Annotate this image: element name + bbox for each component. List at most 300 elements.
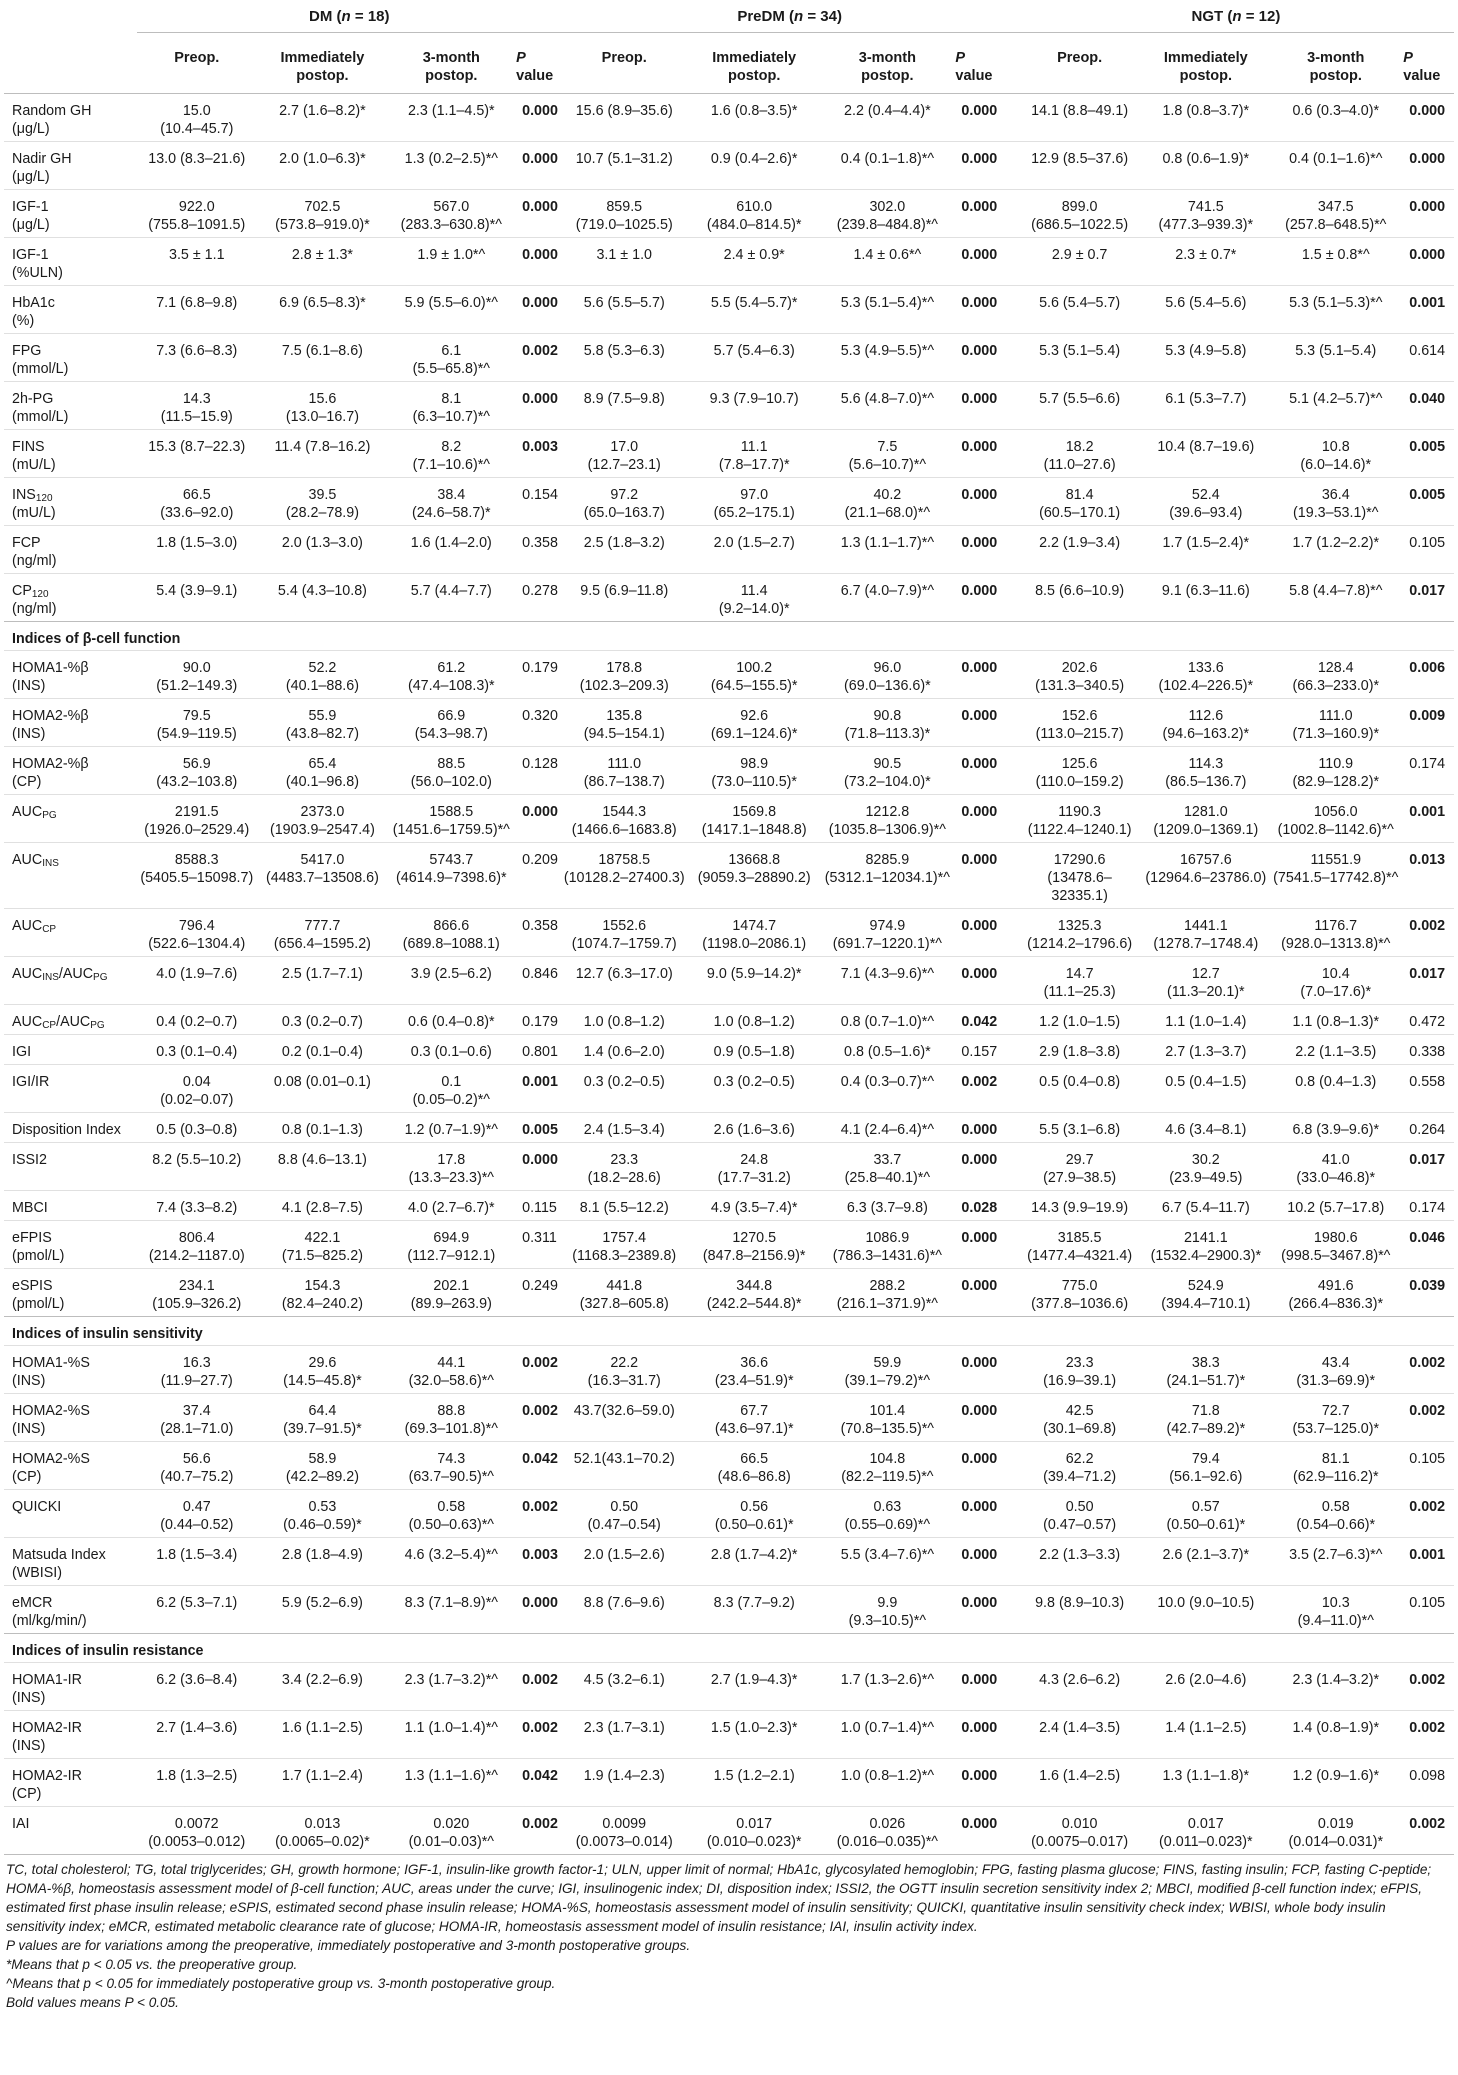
p-value-cell: 0.000 (953, 1490, 1017, 1538)
p-value-cell: 0.000 (953, 651, 1017, 699)
table-row (4, 1394, 1454, 1442)
group-header-predm: PreDM (n = 34) (561, 0, 1017, 33)
p-value-cell: 0.042 (514, 1759, 561, 1807)
p-value-cell: 0.002 (1401, 1663, 1454, 1711)
table-cell: 12.7 (11.3–20.1)* (1141, 957, 1270, 1005)
p-value-cell: 0.046 (1401, 1221, 1454, 1269)
table-cell: 8.1 (6.3–10.7)*^ (388, 382, 514, 430)
table-cell: 30.2 (23.9–49.5) (1141, 1143, 1270, 1191)
p-value-cell: 0.128 (514, 747, 561, 795)
table-cell: 441.8 (327.8–605.8) (561, 1269, 687, 1317)
p-value-cell: 0.002 (514, 334, 561, 382)
p-value-cell: 0.009 (1401, 699, 1454, 747)
table-cell: 0.4 (0.3–0.7)*^ (821, 1065, 953, 1113)
p-value-cell: 0.002 (1401, 1346, 1454, 1394)
section-header-row (4, 1634, 1454, 1663)
table-cell: 9.0 (5.9–14.2)* (687, 957, 821, 1005)
table-cell: 1.5 ± 0.8*^ (1270, 238, 1401, 286)
table-row (4, 94, 1454, 142)
row-label: $AUC_{INS}$ (4, 843, 137, 909)
table-cell: 859.5 (719.0–1025.5) (561, 190, 687, 238)
p-value-cell: 0.000 (514, 286, 561, 334)
table-cell: 52.2 (40.1–88.6) (256, 651, 388, 699)
table-row (4, 1143, 1454, 1191)
table-cell: 88.5 (56.0–102.0) (388, 747, 514, 795)
table-cell: 2.3 (1.7–3.2)*^ (388, 1663, 514, 1711)
table-cell: 2.5 (1.7–7.1) (256, 957, 388, 1005)
table-cell: 71.8 (42.7–89.2)* (1141, 1394, 1270, 1442)
table-cell: 81.4 (60.5–170.1) (1018, 478, 1142, 526)
table-cell: 7.1 (4.3–9.6)*^ (821, 957, 953, 1005)
table-cell: 524.9 (394.4–710.1) (1141, 1269, 1270, 1317)
table-cell: 101.4 (70.8–135.5)*^ (821, 1394, 953, 1442)
table-cell: 1.1 (1.0–1.4)*^ (388, 1711, 514, 1759)
group-header-row (4, 0, 1454, 33)
p-value-cell: 0.000 (1401, 190, 1454, 238)
p-value-cell: 0.003 (514, 430, 561, 478)
table-cell: 1.3 (0.2–2.5)*^ (388, 142, 514, 190)
table-cell: 13.0 (8.3–21.6) (137, 142, 256, 190)
table-cell: 24.8 (17.7–31.2) (687, 1143, 821, 1191)
p-value-cell: 0.174 (1401, 1191, 1454, 1221)
table-cell: 5.1 (4.2–5.7)*^ (1270, 382, 1401, 430)
section-header-row (4, 1317, 1454, 1346)
p-value-cell: 0.017 (1401, 1143, 1454, 1191)
p-value-cell: 0.105 (1401, 1586, 1454, 1634)
table-cell: 5.3 (4.9–5.8) (1141, 334, 1270, 382)
table-cell: 29.6 (14.5–45.8)* (256, 1346, 388, 1394)
table-cell: 0.4 (0.1–1.8)*^ (821, 142, 953, 190)
table-cell: 22.2 (16.3–31.7) (561, 1346, 687, 1394)
p-value-cell: 0.002 (514, 1346, 561, 1394)
table-cell: 15.6 (13.0–16.7) (256, 382, 388, 430)
p-value-cell: 0.000 (1401, 238, 1454, 286)
row-label: HbA1c (%) (4, 286, 137, 334)
table-cell: 0.0072 (0.0053–0.012) (137, 1807, 256, 1855)
table-cell: 2.2 (1.3–3.3) (1018, 1538, 1142, 1586)
table-cell: 234.1 (105.9–326.2) (137, 1269, 256, 1317)
table-cell: 1.6 (1.4–2.0) (388, 526, 514, 574)
table-row (4, 1269, 1454, 1317)
table-cell: 2.0 (1.3–3.0) (256, 526, 388, 574)
table-cell: 1.3 (1.1–1.8)* (1141, 1759, 1270, 1807)
table-cell: 0.3 (0.2–0.5) (687, 1065, 821, 1113)
row-label: HOMA1-%S (INS) (4, 1346, 137, 1394)
table-cell: 0.2 (0.1–0.4) (256, 1035, 388, 1065)
row-label: IGF-1 (μg/L) (4, 190, 137, 238)
row-label: IGI (4, 1035, 137, 1065)
table-cell: 288.2 (216.1–371.9)*^ (821, 1269, 953, 1317)
table-cell: 104.8 (82.2–119.5)*^ (821, 1442, 953, 1490)
row-label: HOMA2-%β (INS) (4, 699, 137, 747)
table-cell: 1.4 (1.1–2.5) (1141, 1711, 1270, 1759)
table-cell: 9.3 (7.9–10.7) (687, 382, 821, 430)
p-value-cell: 0.006 (1401, 651, 1454, 699)
table-cell: 9.9 (9.3–10.5)*^ (821, 1586, 953, 1634)
table-cell: 13668.8 (9059.3–28890.2) (687, 843, 821, 909)
table-cell: 2.5 (1.8–3.2) (561, 526, 687, 574)
table-cell: 0.56 (0.50–0.61)* (687, 1490, 821, 1538)
table-footnotes (6, 1860, 1446, 2012)
table-cell: 2141.1 (1532.4–2900.3)* (1141, 1221, 1270, 1269)
footnote-star: *Means that p < 0.05 vs. the preoperative group. (6, 1957, 298, 1972)
table-cell: 11.1 (7.8–17.7)* (687, 430, 821, 478)
row-label: HOMA2-IR (CP) (4, 1759, 137, 1807)
table-cell: 111.0 (71.3–160.9)* (1270, 699, 1401, 747)
table-cell: 10.4 (8.7–19.6) (1141, 430, 1270, 478)
row-label: eSPIS (pmol/L) (4, 1269, 137, 1317)
table-cell: 0.5 (0.4–1.5) (1141, 1065, 1270, 1113)
table-cell: 1.6 (1.1–2.5) (256, 1711, 388, 1759)
p-value-cell: 0.000 (953, 526, 1017, 574)
table-cell: 152.6 (113.0–215.7) (1018, 699, 1142, 747)
table-cell: 1.3 (1.1–1.7)*^ (821, 526, 953, 574)
table-cell: 0.04 (0.02–0.07) (137, 1065, 256, 1113)
table-cell: 128.4 (66.3–233.0)* (1270, 651, 1401, 699)
table-cell: 6.1 (5.5–65.8)*^ (388, 334, 514, 382)
p-value-cell: 0.000 (514, 1143, 561, 1191)
row-label: $INS_{120}$ (mU/L) (4, 478, 137, 526)
table-cell: 4.5 (3.2–6.1) (561, 1663, 687, 1711)
table-cell: 0.0099 (0.0073–0.014) (561, 1807, 687, 1855)
table-cell: 79.4 (56.1–92.6) (1141, 1442, 1270, 1490)
table-cell: 5.3 (4.9–5.5)*^ (821, 334, 953, 382)
p-value-cell: 0.000 (953, 574, 1017, 622)
table-cell: 81.1 (62.9–116.2)* (1270, 1442, 1401, 1490)
row-label: IAI (4, 1807, 137, 1855)
p-value-cell: 0.000 (953, 1711, 1017, 1759)
p-value-cell: 0.000 (953, 382, 1017, 430)
footnote-bold: Bold values means P < 0.05. (6, 1995, 179, 2010)
table-cell: 5.9 (5.2–6.9) (256, 1586, 388, 1634)
row-label: HOMA2-%S (INS) (4, 1394, 137, 1442)
table-cell: 4.6 (3.2–5.4)*^ (388, 1538, 514, 1586)
table-cell: 2.6 (2.1–3.7)* (1141, 1538, 1270, 1586)
row-label: HOMA1-IR (INS) (4, 1663, 137, 1711)
p-value-cell: 0.000 (953, 1586, 1017, 1634)
table-cell: 1.8 (1.3–2.5) (137, 1759, 256, 1807)
p-value-cell: 0.000 (953, 1143, 1017, 1191)
table-cell: 2.9 (1.8–3.8) (1018, 1035, 1142, 1065)
row-label: HOMA1-%β (INS) (4, 651, 137, 699)
table-cell: 11.4 (7.8–16.2) (256, 430, 388, 478)
row-label: QUICKI (4, 1490, 137, 1538)
table-cell: 1980.6 (998.5–3467.8)*^ (1270, 1221, 1401, 1269)
table-cell: 3.4 (2.2–6.9) (256, 1663, 388, 1711)
header-blank (4, 33, 137, 94)
p-value-cell: 0.320 (514, 699, 561, 747)
table-cell: 1.3 (1.1–1.6)*^ (388, 1759, 514, 1807)
table-cell: 41.0 (33.0–46.8)* (1270, 1143, 1401, 1191)
table-cell: 90.8 (71.8–113.3)* (821, 699, 953, 747)
table-cell: 17.0 (12.7–23.1) (561, 430, 687, 478)
table-cell: 92.6 (69.1–124.6)* (687, 699, 821, 747)
table-cell: 10.8 (6.0–14.6)* (1270, 430, 1401, 478)
table-cell: 110.9 (82.9–128.2)* (1270, 747, 1401, 795)
section-title: Indices of β-cell function (4, 622, 1454, 651)
row-label: Matsuda Index (WBISI) (4, 1538, 137, 1586)
table-cell: 98.9 (73.0–110.5)* (687, 747, 821, 795)
table-cell: 111.0 (86.7–138.7) (561, 747, 687, 795)
table-cell: 1056.0 (1002.8–1142.6)*^ (1270, 795, 1401, 843)
section-title: Indices of insulin sensitivity (4, 1317, 1454, 1346)
table-cell: 6.7 (4.0–7.9)*^ (821, 574, 953, 622)
table-cell: 5.4 (4.3–10.8) (256, 574, 388, 622)
table-cell: 125.6 (110.0–159.2) (1018, 747, 1142, 795)
p-value-cell: 0.154 (514, 478, 561, 526)
table-cell: 1757.4 (1168.3–2389.8) (561, 1221, 687, 1269)
table-cell: 15.6 (8.9–35.6) (561, 94, 687, 142)
table-cell: 1.2 (1.0–1.5) (1018, 1005, 1142, 1035)
p-value-cell: 0.278 (514, 574, 561, 622)
table-row (4, 1442, 1454, 1490)
table-cell: 10.7 (5.1–31.2) (561, 142, 687, 190)
p-value-cell: 0.338 (1401, 1035, 1454, 1065)
table-cell: 135.8 (94.5–154.1) (561, 699, 687, 747)
table-cell: 899.0 (686.5–1022.5) (1018, 190, 1142, 238)
table-cell: 16757.6 (12964.6–23786.0) (1141, 843, 1270, 909)
table-cell: 14.3 (11.5–15.9) (137, 382, 256, 430)
table-cell: 5.6 (4.8–7.0)*^ (821, 382, 953, 430)
table-cell: 2.6 (1.6–3.6) (687, 1113, 821, 1143)
table-row (4, 843, 1454, 909)
table-cell: 96.0 (69.0–136.6)* (821, 651, 953, 699)
results-table (4, 0, 1454, 1855)
p-value-cell: 0.000 (953, 1538, 1017, 1586)
table-cell: 796.4 (522.6–1304.4) (137, 909, 256, 957)
p-value-cell: 0.311 (514, 1221, 561, 1269)
table-cell: 344.8 (242.2–544.8)* (687, 1269, 821, 1317)
p-value-cell: 0.003 (514, 1538, 561, 1586)
table-cell: 0.013 (0.0065–0.02)* (256, 1807, 388, 1855)
table-cell: 42.5 (30.1–69.8) (1018, 1394, 1142, 1442)
table-cell: 44.1 (32.0–58.6)*^ (388, 1346, 514, 1394)
table-cell: 1.8 (0.8–3.7)* (1141, 94, 1270, 142)
table-cell: 0.3 (0.2–0.7) (256, 1005, 388, 1035)
table-cell: 8285.9 (5312.1–12034.1)*^ (821, 843, 953, 909)
table-cell: 23.3 (18.2–28.6) (561, 1143, 687, 1191)
table-cell: 1190.3 (1122.4–1240.1) (1018, 795, 1142, 843)
table-cell: 0.08 (0.01–0.1) (256, 1065, 388, 1113)
table-cell: 14.1 (8.8–49.1) (1018, 94, 1142, 142)
p-value-cell: 0.000 (953, 957, 1017, 1005)
p-value-cell: 0.002 (1401, 1394, 1454, 1442)
table-cell: 491.6 (266.4–836.3)* (1270, 1269, 1401, 1317)
table-cell: 5.3 (5.1–5.4)*^ (821, 286, 953, 334)
table-cell: 1.7 (1.2–2.2)* (1270, 526, 1401, 574)
table-cell: 1.4 (0.8–1.9)* (1270, 1711, 1401, 1759)
table-cell: 0.8 (0.7–1.0)*^ (821, 1005, 953, 1035)
table-row (4, 747, 1454, 795)
table-row (4, 795, 1454, 843)
table-row (4, 574, 1454, 622)
p-value-cell: 0.001 (1401, 1538, 1454, 1586)
p-value-cell: 0.002 (1401, 1490, 1454, 1538)
table-cell: 5417.0 (4483.7–13508.6) (256, 843, 388, 909)
table-cell: 2.3 (1.1–4.5)* (388, 94, 514, 142)
table-cell: 7.1 (6.8–9.8) (137, 286, 256, 334)
table-cell: 0.4 (0.2–0.7) (137, 1005, 256, 1035)
table-cell: 0.6 (0.3–4.0)* (1270, 94, 1401, 142)
table-cell: 5743.7 (4614.9–7398.6)* (388, 843, 514, 909)
table-row (4, 651, 1454, 699)
table-cell: 0.017 (0.011–0.023)* (1141, 1807, 1270, 1855)
table-cell: 10.0 (9.0–10.5) (1141, 1586, 1270, 1634)
table-cell: 2.0 (1.5–2.7) (687, 526, 821, 574)
p-value-cell: 0.115 (514, 1191, 561, 1221)
table-cell: 52.4 (39.6–93.4) (1141, 478, 1270, 526)
table-cell: 154.3 (82.4–240.2) (256, 1269, 388, 1317)
col-immediately-postop: Immediately postop. (687, 33, 821, 94)
p-value-cell: 0.002 (1401, 1807, 1454, 1855)
p-value-cell: 0.472 (1401, 1005, 1454, 1035)
p-value-cell: 0.000 (1401, 94, 1454, 142)
table-cell: 5.5 (5.4–5.7)* (687, 286, 821, 334)
table-cell: 0.50 (0.47–0.54) (561, 1490, 687, 1538)
p-value-cell: 0.174 (1401, 747, 1454, 795)
table-cell: 1212.8 (1035.8–1306.9)*^ (821, 795, 953, 843)
table-cell: 1.8 (1.5–3.0) (137, 526, 256, 574)
table-cell: 133.6 (102.4–226.5)* (1141, 651, 1270, 699)
table-cell: 2.7 (1.3–3.7) (1141, 1035, 1270, 1065)
col-p-value: P value (953, 33, 1017, 94)
table-cell: 2.0 (1.0–6.3)* (256, 142, 388, 190)
table-cell: 1.6 (1.4–2.5) (1018, 1759, 1142, 1807)
table-cell: 6.3 (3.7–9.8) (821, 1191, 953, 1221)
table-cell: 1588.5 (1451.6–1759.5)*^ (388, 795, 514, 843)
table-cell: 9.8 (8.9–10.3) (1018, 1586, 1142, 1634)
row-label: IGI/IR (4, 1065, 137, 1113)
table-cell: 5.6 (5.5–5.7) (561, 286, 687, 334)
p-value-cell: 0.000 (953, 747, 1017, 795)
footnote-caret: ^Means that p < 0.05 for immediately postoperative group vs. 3-month postoperative group. (6, 1976, 556, 1991)
table-cell: 38.3 (24.1–51.7)* (1141, 1346, 1270, 1394)
table-row (4, 1538, 1454, 1586)
p-value-cell: 0.001 (1401, 286, 1454, 334)
table-row (4, 699, 1454, 747)
table-cell: 5.6 (5.4–5.6) (1141, 286, 1270, 334)
table-cell: 0.010 (0.0075–0.017) (1018, 1807, 1142, 1855)
p-value-cell: 0.013 (1401, 843, 1454, 909)
p-value-cell: 0.000 (953, 843, 1017, 909)
table-cell: 2.0 (1.5–2.6) (561, 1538, 687, 1586)
p-value-cell: 0.000 (953, 286, 1017, 334)
table-cell: 8588.3 (5405.5–15098.7) (137, 843, 256, 909)
p-value-cell: 0.002 (1401, 909, 1454, 957)
table-cell: 3.5 ± 1.1 (137, 238, 256, 286)
table-cell: 694.9 (112.7–912.1) (388, 1221, 514, 1269)
table-cell: 8.1 (5.5–12.2) (561, 1191, 687, 1221)
p-value-cell: 0.000 (953, 142, 1017, 190)
table-cell: 4.1 (2.4–6.4)*^ (821, 1113, 953, 1143)
table-cell: 1176.7 (928.0–1313.8)*^ (1270, 909, 1401, 957)
table-cell: 112.6 (94.6–163.2)* (1141, 699, 1270, 747)
table-row (4, 1711, 1454, 1759)
table-row (4, 1346, 1454, 1394)
table-cell: 5.7 (5.4–6.3) (687, 334, 821, 382)
table-cell: 9.5 (6.9–11.8) (561, 574, 687, 622)
table-cell: 90.0 (51.2–149.3) (137, 651, 256, 699)
table-cell: 4.6 (3.4–8.1) (1141, 1113, 1270, 1143)
table-cell: 17.8 (13.3–23.3)*^ (388, 1143, 514, 1191)
table-cell: 0.020 (0.01–0.03)*^ (388, 1807, 514, 1855)
row-label: Random GH (μg/L) (4, 94, 137, 142)
p-value-cell: 0.002 (514, 1394, 561, 1442)
p-value-cell: 0.000 (953, 1663, 1017, 1711)
table-cell: 8.8 (4.6–13.1) (256, 1143, 388, 1191)
table-cell: 1.4 (0.6–2.0) (561, 1035, 687, 1065)
table-row (4, 478, 1454, 526)
table-cell: 5.4 (3.9–9.1) (137, 574, 256, 622)
table-cell: 0.47 (0.44–0.52) (137, 1490, 256, 1538)
p-value-cell: 0.157 (953, 1035, 1017, 1065)
table-cell: 0.3 (0.1–0.6) (388, 1035, 514, 1065)
table-cell: 2.7 (1.9–4.3)* (687, 1663, 821, 1711)
col-preop: Preop. (1018, 33, 1142, 94)
table-cell: 0.63 (0.55–0.69)*^ (821, 1490, 953, 1538)
section-header-row (4, 622, 1454, 651)
table-cell: 5.5 (3.4–7.6)*^ (821, 1538, 953, 1586)
table-cell: 1.7 (1.3–2.6)*^ (821, 1663, 953, 1711)
table-cell: 5.3 (5.1–5.4) (1018, 334, 1142, 382)
group-header-ngt: NGT (n = 12) (1018, 0, 1454, 33)
footnote-abbreviations: TC, total cholesterol; TG, total triglycerides; GH, growth hormone; IGF-1, insulin-like growth factor-1; ULN, upper limit of normal; HbA1c, glycosylated hemoglobin; FPG, fasting plasma glucose; FINS, fasting insulin; FCP, fasting C-peptide; HOMA-%β, homeostasis assessment model of β-cell function; AUC, areas under the curve; IGI, insulinogenic index; DI, disposition index; ISSI2, the OGTT insulin secretion sensitivity index 2; MBCI, modified β-cell function index; eFPIS, estimated first phase insulin release; eSPIS, estimated second phase insulin release; HOMA-%S, homeostasis assessment model of insulin sensitivity; QUICKI, quantitative insulin sensitivity check index; WBISI, whole body insulin sensitivity index; eMCR, estimated metabolic clearance rate of glucose; HOMA-IR, homeostasis assessment model of insulin resistance; IAI, insulin activity index. (6, 1862, 1432, 1934)
table-cell: 1.0 (0.8–1.2) (561, 1005, 687, 1035)
table-row (4, 1065, 1454, 1113)
table-cell: 2.4 (1.5–3.4) (561, 1113, 687, 1143)
table-cell: 6.7 (5.4–11.7) (1141, 1191, 1270, 1221)
row-label: $AUC_{CP}$ (4, 909, 137, 957)
table-cell: 2.6 (2.0–4.6) (1141, 1663, 1270, 1711)
table-cell: 2373.0 (1903.9–2547.4) (256, 795, 388, 843)
table-cell: 90.5 (73.2–104.0)* (821, 747, 953, 795)
table-cell: 1.6 (0.8–3.5)* (687, 94, 821, 142)
table-cell: 2.2 (1.9–3.4) (1018, 526, 1142, 574)
table-cell: 6.8 (3.9–9.6)* (1270, 1113, 1401, 1143)
row-label: $AUC_{INS}/AUC_{PG}$ (4, 957, 137, 1005)
table-cell: 6.2 (5.3–7.1) (137, 1586, 256, 1634)
table-cell: 16.3 (11.9–27.7) (137, 1346, 256, 1394)
table-cell: 610.0 (484.0–814.5)* (687, 190, 821, 238)
p-value-cell: 0.264 (1401, 1113, 1454, 1143)
table-row (4, 1663, 1454, 1711)
table-row (4, 1221, 1454, 1269)
col-immediately-postop: Immediately postop. (256, 33, 388, 94)
p-value-cell: 0.846 (514, 957, 561, 1005)
section-title: Indices of insulin resistance (4, 1634, 1454, 1663)
table-cell: 5.8 (5.3–6.3) (561, 334, 687, 382)
table-cell: 1.8 (1.5–3.4) (137, 1538, 256, 1586)
table-cell: 43.4 (31.3–69.9)* (1270, 1346, 1401, 1394)
table-row (4, 382, 1454, 430)
table-cell: 866.6 (689.8–1088.1) (388, 909, 514, 957)
table-cell: 0.026 (0.016–0.035)*^ (821, 1807, 953, 1855)
table-cell: 2.9 ± 0.7 (1018, 238, 1142, 286)
table-cell: 922.0 (755.8–1091.5) (137, 190, 256, 238)
table-row (4, 1113, 1454, 1143)
row-label: FCP (ng/ml) (4, 526, 137, 574)
table-cell: 1544.3 (1466.6–1683.8) (561, 795, 687, 843)
table-cell: 66.5 (33.6–92.0) (137, 478, 256, 526)
table-cell: 14.7 (11.1–25.3) (1018, 957, 1142, 1005)
p-value-cell: 0.000 (953, 699, 1017, 747)
table-cell: 100.2 (64.5–155.5)* (687, 651, 821, 699)
table-cell: 4.0 (2.7–6.7)* (388, 1191, 514, 1221)
table-cell: 1270.5 (847.8–2156.9)* (687, 1221, 821, 1269)
p-value-cell: 0.358 (514, 526, 561, 574)
p-value-cell: 0.209 (514, 843, 561, 909)
table-cell: 1.7 (1.5–2.4)* (1141, 526, 1270, 574)
